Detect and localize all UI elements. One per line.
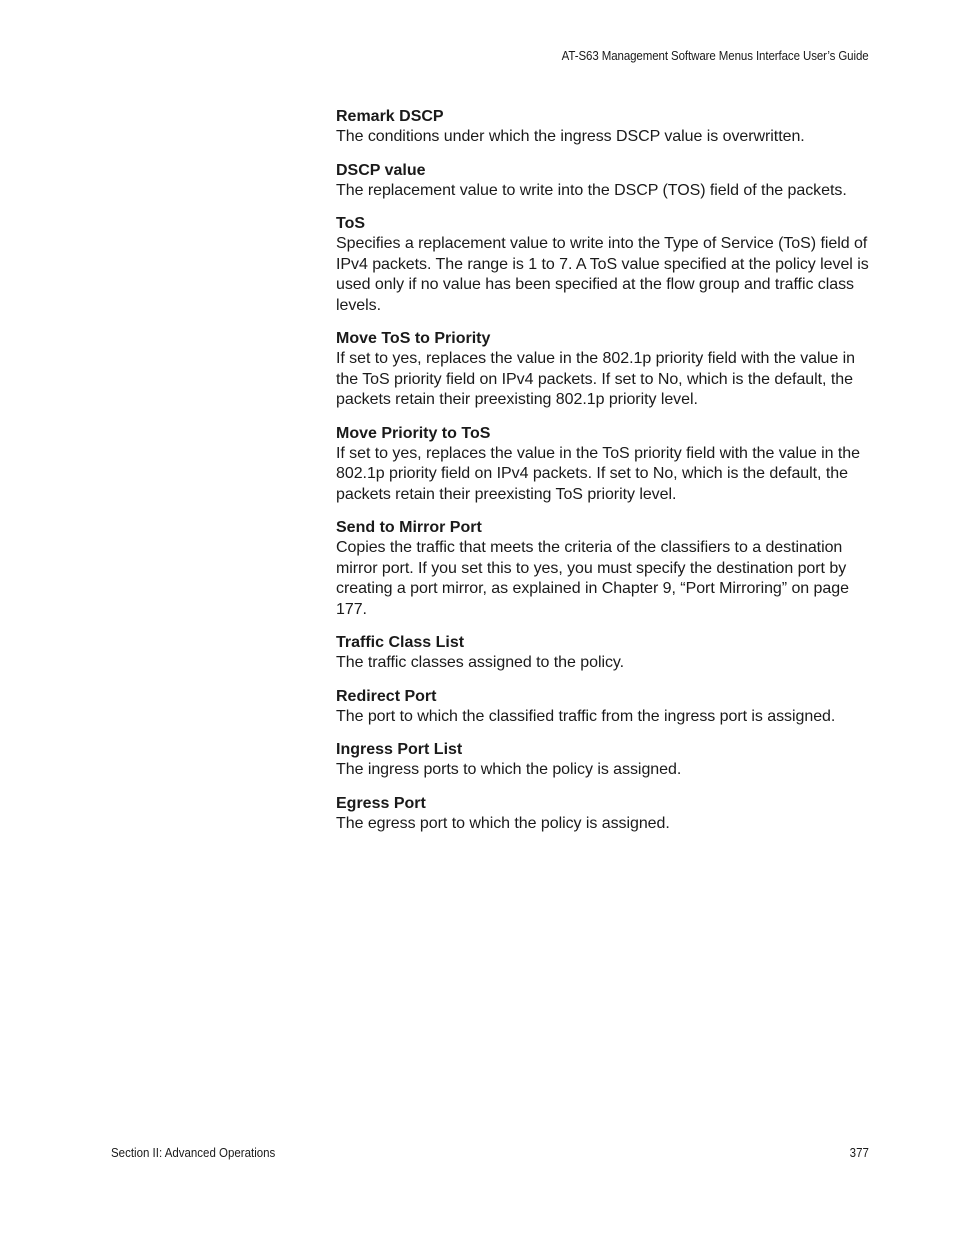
entry-remark-dscp xyxy=(336,107,876,148)
entry-traffic-class-list xyxy=(336,633,876,674)
description: The replacement value to write into the DSCP (TOS) field of the packets. xyxy=(336,181,847,199)
description: The conditions under which the ingress DSCP value is overwritten. xyxy=(336,128,805,145)
entry-tos xyxy=(336,214,876,316)
term: Redirect Port xyxy=(336,687,437,705)
term: ToS xyxy=(336,215,366,232)
term: Egress Port xyxy=(336,794,426,812)
description: The traffic classes assigned to the policy. xyxy=(336,654,625,671)
description: Specifies a replacement value to write into the Type of Service (ToS) field of IPv4 packets. The range is 1 to 7. A ToS value specified at the policy level is used only if no value has been specified at the flow group and traffic class levels. xyxy=(336,235,869,314)
term: Remark DSCP xyxy=(336,108,444,125)
description: The ingress ports to which the policy is assigned. xyxy=(336,761,682,778)
entry-redirect-port xyxy=(336,687,876,728)
description: Copies the traffic that meets the criteria of the classifiers to a destination mirror port. If you set this to yes, you must specify the destination port by creating a port mirror, as explained in Chapter 9, “Port Mirroring” on page 177. xyxy=(336,539,849,618)
description: If set to yes, replaces the value in the ToS priority field with the value in the 802.1p priority field on IPv4 packets. If set to No, which is the default, the packets retain their preexisting ToS priority level. xyxy=(336,444,860,503)
term: DSCP value xyxy=(336,161,426,179)
term: Send to Mirror Port xyxy=(336,519,482,536)
term: Move Priority to ToS xyxy=(336,424,491,442)
term: Move ToS to Priority xyxy=(336,330,491,347)
definition-list xyxy=(336,107,876,847)
entry-dscp-value xyxy=(336,161,876,202)
footer-section-title: Section II: Advanced Operations xyxy=(111,1146,276,1160)
entry-send-to-mirror-port xyxy=(336,518,876,620)
description: The egress port to which the policy is assigned. xyxy=(336,814,670,832)
entry-move-tos-to-priority xyxy=(336,329,876,411)
term: Traffic Class List xyxy=(336,634,465,651)
description: The port to which the classified traffic from the ingress port is assigned. xyxy=(336,707,836,725)
entry-ingress-port-list xyxy=(336,740,876,781)
entry-egress-port xyxy=(336,794,876,835)
running-header: AT-S63 Management Software Menus Interface User’s Guide xyxy=(562,49,869,63)
term: Ingress Port List xyxy=(336,741,463,758)
entry-move-priority-to-tos xyxy=(336,424,876,506)
description: If set to yes, replaces the value in the 802.1p priority field with the value in the ToS priority field on IPv4 packets. If set to No, which is the default, the packets retain their preexisting 802.1p priority level. xyxy=(336,350,855,408)
page-number: 377 xyxy=(849,1146,869,1160)
